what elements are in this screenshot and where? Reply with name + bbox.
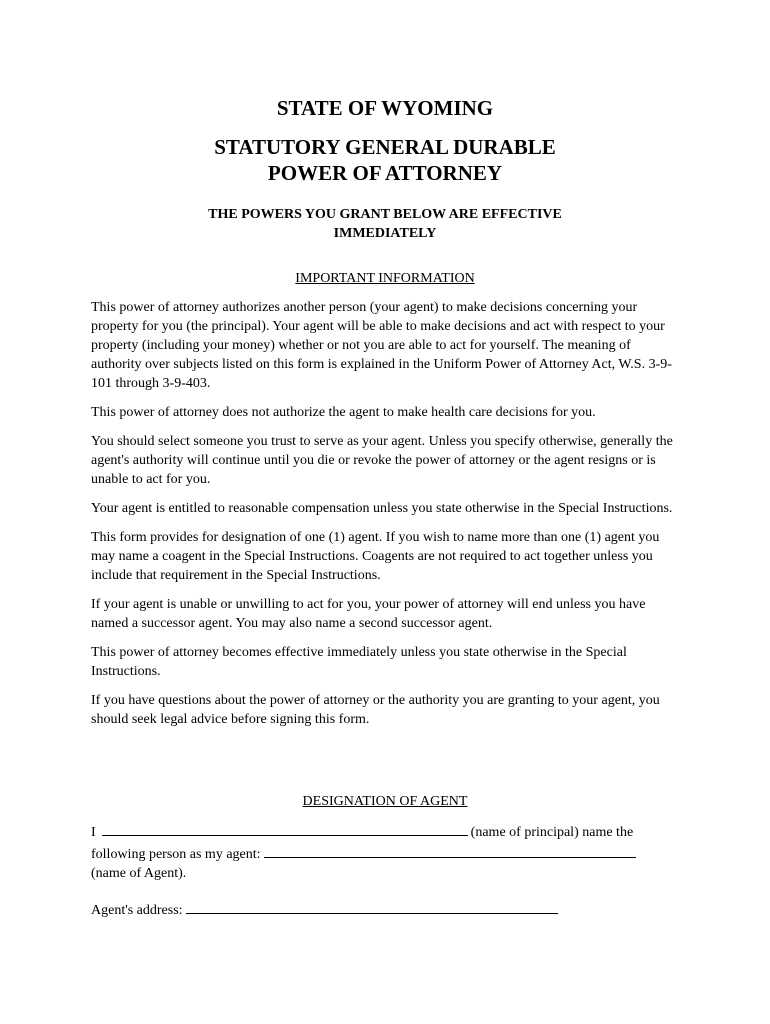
- agent-address-line: [91, 899, 558, 920]
- agent-address-field[interactable]: [186, 899, 558, 914]
- designation-heading-text: DESIGNATION OF AGENT: [302, 794, 468, 809]
- paragraph: This power of attorney does not authorize the agent to make health care decisions for you.: [91, 405, 596, 420]
- paragraph: If you have questions about the power of attorney or the authority you are granting to your agent, you should seek legal advice before signing this form.: [91, 693, 660, 727]
- principal-suffix: (name of principal) name the: [470, 825, 634, 840]
- document-title-form: [0, 134, 770, 186]
- principal-name-field[interactable]: [102, 821, 468, 836]
- paragraph: You should select someone you trust to serve as your agent. Unless you specify otherwise, generally the agent's authority will continue until you die or revoke the power of attorney or the agent resigns or is unable to act for you.: [91, 434, 673, 487]
- subtitle-line-1: THE POWERS YOU GRANT BELOW ARE EFFECTIVE: [208, 207, 562, 222]
- important-information-heading: [0, 269, 770, 288]
- agent-lead: following person as my agent:: [91, 846, 261, 862]
- designation-of-agent-heading: [0, 792, 770, 811]
- title-state-text: STATE OF WYOMING: [276, 96, 494, 120]
- subtitle-line-2: IMMEDIATELY: [333, 226, 437, 241]
- document-subtitle: [0, 205, 770, 243]
- paragraph: This power of attorney authorizes another person (your agent) to make decisions concerning your property for you (the principal). Your agent will be able to make decisions and act with respect to your property (including your money) whether or not you are able to act for yourself. The meaning of authority over subjects listed on this form is explained in the Uniform Power of Attorney Act, W.S. 3-9-101 through 3-9-403.: [91, 300, 672, 391]
- principal-prefix: I: [91, 825, 96, 840]
- title-form-line-2: POWER OF ATTORNEY: [267, 161, 503, 185]
- important-information-body: [91, 298, 683, 739]
- agent-suffix: (name of Agent).: [91, 866, 187, 881]
- document-title-state: [0, 95, 770, 121]
- agent-line: [91, 843, 683, 865]
- agent-name-field[interactable]: [264, 843, 636, 858]
- paragraph: This form provides for designation of one (1) agent. If you wish to name more than one (1) agent you may name a coagent in the Special Instructions. Coagents are not required to act together unless you include that requirement in the Special Instructions.: [91, 530, 660, 583]
- title-form-line-1: STATUTORY GENERAL DURABLE: [214, 135, 556, 159]
- agent-suffix-line: [91, 864, 683, 884]
- paragraph: This power of attorney becomes effective immediately unless you state otherwise in the Special Instructions.: [91, 645, 627, 679]
- paragraph: If your agent is unable or unwilling to act for you, your power of attorney will end unless you have named a successor agent. You may also name a second successor agent.: [91, 597, 646, 631]
- agent-address-label: Agent's address:: [91, 903, 183, 918]
- designation-block: [91, 821, 683, 884]
- paragraph: Your agent is entitled to reasonable compensation unless you state otherwise in the Special Instructions.: [91, 501, 673, 516]
- principal-line: [91, 821, 683, 843]
- important-heading-text: IMPORTANT INFORMATION: [295, 271, 475, 286]
